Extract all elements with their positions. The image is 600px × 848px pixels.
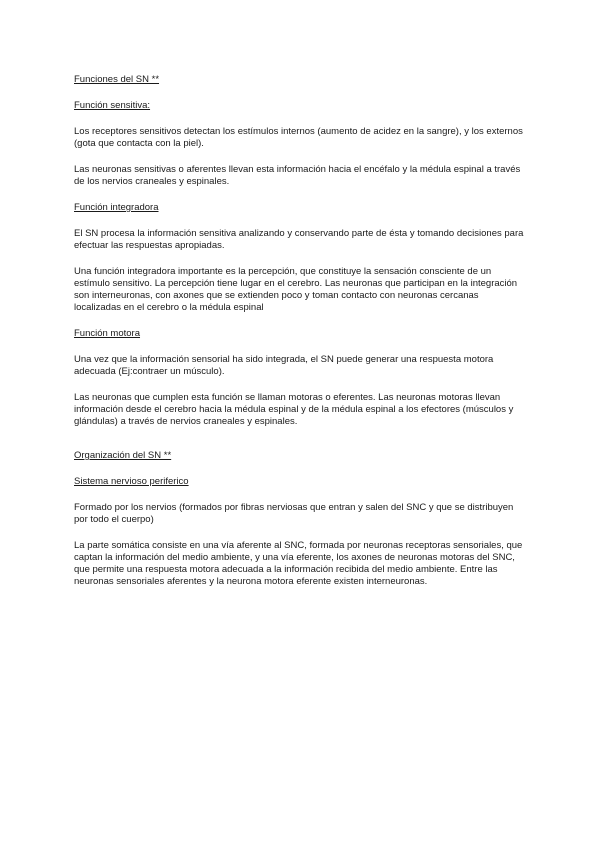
paragraph-motora-2: Las neuronas que cumplen esta función se llaman motoras o eferentes. Las neuronas motoras llevan información desde el cerebro hacia la médula espinal y de la médula espinal a los efectores (músculos y glándulas) a través de nervios craneales y espinales. [74, 392, 514, 427]
heading-sistema-periferico: Sistema nervioso periferico [74, 476, 189, 487]
document-page [74, 74, 526, 588]
heading-funcion-integradora: Función integradora [74, 202, 159, 213]
heading-funcion-sensitiva: Función sensitiva: [74, 100, 151, 111]
paragraph-integradora-2: Una función integradora importante es la percepción, que constituye la sensación consciente de un estímulo sensitivo. La percepción tiene lugar en el cerebro. Las neuronas que participan en la integración son interneuronas, con axones que se extienden poco y toman contacto con neuronas cercanas localizadas en el cerebro o la médula espinal [74, 266, 518, 313]
section-title-funciones: Funciones del SN ** [74, 74, 160, 85]
paragraph-periferico-1: Formado por los nervios (formados por fibras nerviosas que entran y salen del SNC y que se distribuyen por todo el cuerpo) [74, 502, 514, 525]
paragraph-integradora-1: El SN procesa la información sensitiva analizando y conservando parte de ésta y tomando decisiones para efectuar las respuestas apropiadas. [74, 228, 524, 251]
paragraph-motora-1: Una vez que la información sensorial ha sido integrada, el SN puede generar una respuesta motora adecuada (Ej:contraer un músculo). [74, 354, 494, 377]
paragraph-periferico-2: La parte somática consiste en una vía aferente al SNC, formada por neuronas receptoras sensoriales, que captan la información del medio ambiente, y una vía eferente, los axones de neuronas motoras del SNC, que permite una respuesta motora adecuada a la información recibida del medio ambiente. Entre las neuronas sensoriales aferentes y la neurona motora eferente existen interneuronas. [74, 540, 523, 587]
heading-funcion-motora: Función motora [74, 328, 141, 339]
section-title-organizacion: Organización del SN ** [74, 450, 172, 461]
paragraph-sensitiva-2: Las neuronas sensitivas o aferentes llevan esta información hacia el encéfalo y la médula espinal a través de los nervios craneales y espinales. [74, 164, 521, 187]
paragraph-sensitiva-1: Los receptores sensitivos detectan los estímulos internos (aumento de acidez en la sangre), y los externos (gota que contacta con la piel). [74, 126, 523, 149]
